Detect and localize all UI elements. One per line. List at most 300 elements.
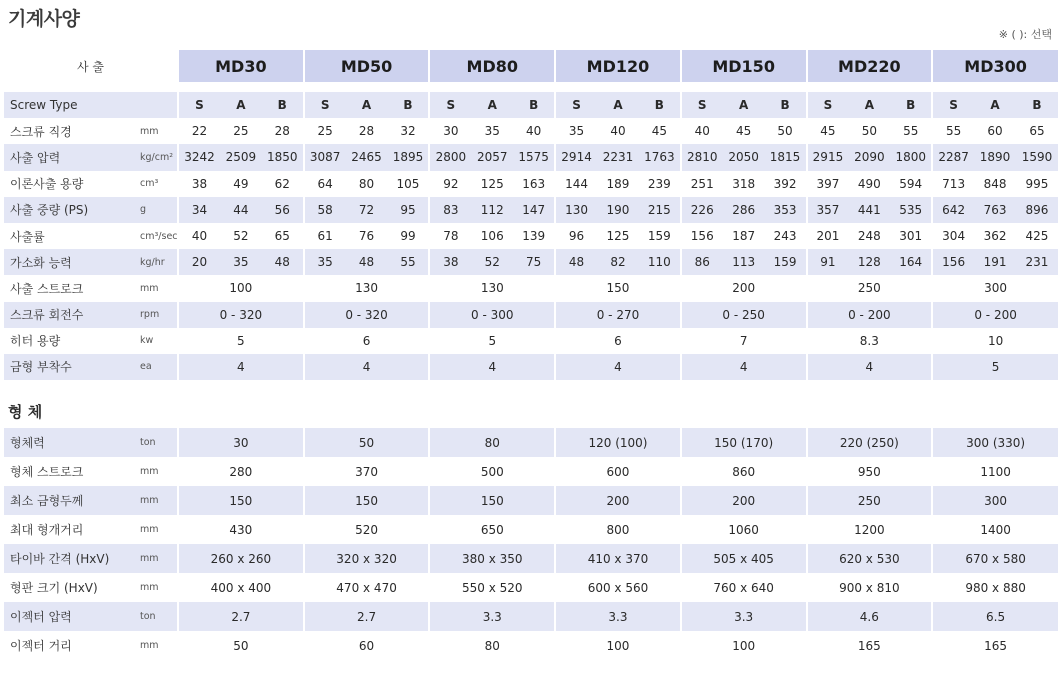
spec-value: 243 <box>765 223 807 249</box>
spec-value: 201 <box>807 223 849 249</box>
spec-value: 500 <box>429 457 555 486</box>
spec-value: S <box>304 92 346 118</box>
spec-value: A <box>848 92 890 118</box>
spec-value: 286 <box>723 197 765 223</box>
spec-value: 650 <box>429 515 555 544</box>
spec-value: 125 <box>471 171 513 197</box>
spec-value: 96 <box>555 223 597 249</box>
spec-value: 45 <box>639 118 681 144</box>
spec-value: 470 x 470 <box>304 573 430 602</box>
spec-value: 896 <box>1016 197 1058 223</box>
spec-row <box>4 197 1058 223</box>
spec-value: S <box>429 92 471 118</box>
row-unit <box>136 92 178 118</box>
spec-value: 430 <box>178 515 304 544</box>
spec-value: 620 x 530 <box>807 544 933 573</box>
spec-value: 3.3 <box>681 602 807 631</box>
spec-value: 72 <box>346 197 388 223</box>
spec-value: 6.5 <box>932 602 1058 631</box>
spec-value: 38 <box>429 249 471 275</box>
spec-value: 35 <box>555 118 597 144</box>
spec-value: 2509 <box>220 144 262 170</box>
spec-value: 48 <box>262 249 304 275</box>
spec-value: S <box>681 92 723 118</box>
spec-value: 30 <box>429 118 471 144</box>
spec-value: 320 x 320 <box>304 544 430 573</box>
spec-value: 1060 <box>681 515 807 544</box>
row-label: 이론사출 용량 <box>4 171 136 197</box>
spec-value: A <box>220 92 262 118</box>
spec-value: S <box>807 92 849 118</box>
spec-value: S <box>178 92 220 118</box>
spec-value: 100 <box>178 275 304 301</box>
spec-value: 0 - 320 <box>178 302 304 328</box>
spec-value: 86 <box>681 249 723 275</box>
spec-value: 82 <box>597 249 639 275</box>
spec-value: 2090 <box>848 144 890 170</box>
spec-value: 995 <box>1016 171 1058 197</box>
spec-value: 1763 <box>639 144 681 170</box>
row-unit: ton <box>136 428 178 457</box>
spec-value: 165 <box>807 631 933 660</box>
spec-value: 28 <box>346 118 388 144</box>
spec-value: 800 <box>555 515 681 544</box>
spec-value: 231 <box>1016 249 1058 275</box>
spec-value: 40 <box>178 223 220 249</box>
spec-value: B <box>388 92 430 118</box>
spec-value: 4.6 <box>807 602 933 631</box>
section-label-clamping: 형 체 <box>8 403 43 422</box>
spec-value: 550 x 520 <box>429 573 555 602</box>
model-header-md300: MD300 <box>932 50 1058 82</box>
row-unit: kg/hr <box>136 249 178 275</box>
spec-value: 125 <box>597 223 639 249</box>
spec-value: 187 <box>723 223 765 249</box>
spec-value: 713 <box>932 171 974 197</box>
row-label: 스크류 직경 <box>4 118 136 144</box>
spec-value: 397 <box>807 171 849 197</box>
spec-row <box>4 354 1058 380</box>
spec-value: 0 - 200 <box>807 302 933 328</box>
spec-value: 535 <box>890 197 932 223</box>
spec-value: 64 <box>304 171 346 197</box>
spec-value: 505 x 405 <box>681 544 807 573</box>
legend-note: ※ ( ): 선택 <box>998 28 1052 41</box>
spec-value: 2.7 <box>178 602 304 631</box>
row-label: 최소 금형두께 <box>4 486 136 515</box>
spec-value: 2810 <box>681 144 723 170</box>
spec-value: 900 x 810 <box>807 573 933 602</box>
spec-value: 50 <box>304 428 430 457</box>
spec-value: 1400 <box>932 515 1058 544</box>
spec-value: 380 x 350 <box>429 544 555 573</box>
spec-value: 0 - 200 <box>932 302 1058 328</box>
spec-value: 60 <box>974 118 1016 144</box>
spec-value: 670 x 580 <box>932 544 1058 573</box>
spec-value: 1850 <box>262 144 304 170</box>
spec-value: 600 <box>555 457 681 486</box>
spec-value: 200 <box>681 486 807 515</box>
spec-row <box>4 602 1058 631</box>
spec-value: 7 <box>681 328 807 354</box>
spec-row <box>4 544 1058 573</box>
section-row-clamping <box>4 380 1058 428</box>
spec-value: 60 <box>304 631 430 660</box>
spec-value: 25 <box>220 118 262 144</box>
spec-value: 150 <box>304 486 430 515</box>
spec-value: 32 <box>388 118 430 144</box>
spec-value: 110 <box>639 249 681 275</box>
spec-row <box>4 631 1058 660</box>
spec-value: 80 <box>429 631 555 660</box>
row-label: 스크류 회전수 <box>4 302 136 328</box>
model-header-md80: MD80 <box>429 50 555 82</box>
spec-value: 2465 <box>346 144 388 170</box>
spec-value: B <box>639 92 681 118</box>
spec-value: 159 <box>765 249 807 275</box>
spec-value: 220 (250) <box>807 428 933 457</box>
spec-value: 65 <box>1016 118 1058 144</box>
spec-value: 164 <box>890 249 932 275</box>
section-label-injection: 사 출 <box>77 59 104 74</box>
spec-value: 251 <box>681 171 723 197</box>
spec-value: 2915 <box>807 144 849 170</box>
spec-value: 105 <box>388 171 430 197</box>
model-header-row <box>4 50 1058 82</box>
spec-value: 189 <box>597 171 639 197</box>
spec-value: 4 <box>807 354 933 380</box>
spec-value: B <box>513 92 555 118</box>
spec-value: 165 <box>932 631 1058 660</box>
row-label: 가소화 능력 <box>4 249 136 275</box>
spec-value: 5 <box>932 354 1058 380</box>
spec-value: 2057 <box>471 144 513 170</box>
spec-value: 95 <box>388 197 430 223</box>
spec-value: B <box>262 92 304 118</box>
spacer <box>4 82 1058 92</box>
spec-value: 128 <box>848 249 890 275</box>
spec-value: 318 <box>723 171 765 197</box>
spec-value: 400 x 400 <box>178 573 304 602</box>
spec-value: 28 <box>262 118 304 144</box>
spec-value: 147 <box>513 197 555 223</box>
row-label: 이젝터 거리 <box>4 631 136 660</box>
spec-value: 150 <box>178 486 304 515</box>
spec-value: 300 (330) <box>932 428 1058 457</box>
spec-row <box>4 118 1058 144</box>
spec-row <box>4 92 1058 118</box>
spec-value: 1590 <box>1016 144 1058 170</box>
spec-value: 239 <box>639 171 681 197</box>
spec-value: 163 <box>513 171 555 197</box>
spec-value: 6 <box>555 328 681 354</box>
spec-value: 642 <box>932 197 974 223</box>
spec-value: B <box>890 92 932 118</box>
row-unit: mm <box>136 544 178 573</box>
spec-value: 4 <box>555 354 681 380</box>
row-label: 형체력 <box>4 428 136 457</box>
spec-value: 91 <box>807 249 849 275</box>
spec-row <box>4 573 1058 602</box>
spec-value: 30 <box>178 428 304 457</box>
spec-value: 2914 <box>555 144 597 170</box>
spec-value: 38 <box>178 171 220 197</box>
row-label: 히터 용량 <box>4 328 136 354</box>
row-label: 사출 압력 <box>4 144 136 170</box>
spec-value: 22 <box>178 118 220 144</box>
spec-value: 144 <box>555 171 597 197</box>
row-unit: mm <box>136 275 178 301</box>
spec-value: A <box>346 92 388 118</box>
spec-value: S <box>932 92 974 118</box>
spec-value: 200 <box>555 486 681 515</box>
spec-value: 3.3 <box>555 602 681 631</box>
spec-value: 200 <box>681 275 807 301</box>
spec-value: 280 <box>178 457 304 486</box>
spec-value: 392 <box>765 171 807 197</box>
row-unit: cm³ <box>136 171 178 197</box>
spec-value: 1815 <box>765 144 807 170</box>
spec-value: 34 <box>178 197 220 223</box>
spec-value: 76 <box>346 223 388 249</box>
spec-value: 45 <box>723 118 765 144</box>
spec-value: 226 <box>681 197 723 223</box>
spec-table <box>4 50 1058 660</box>
spec-value: 8.3 <box>807 328 933 354</box>
spec-value: 45 <box>807 118 849 144</box>
spec-value: 48 <box>346 249 388 275</box>
spec-value: 78 <box>429 223 471 249</box>
spec-value: 860 <box>681 457 807 486</box>
row-unit: rpm <box>136 302 178 328</box>
spec-value: 61 <box>304 223 346 249</box>
spec-row <box>4 249 1058 275</box>
spec-value: 120 (100) <box>555 428 681 457</box>
spec-value: 100 <box>681 631 807 660</box>
spec-row <box>4 457 1058 486</box>
spec-value: 520 <box>304 515 430 544</box>
spec-value: 55 <box>932 118 974 144</box>
spec-value: 370 <box>304 457 430 486</box>
spec-value: 50 <box>848 118 890 144</box>
spec-value: 760 x 640 <box>681 573 807 602</box>
spec-value: 250 <box>807 486 933 515</box>
spec-row <box>4 144 1058 170</box>
spec-value: 3242 <box>178 144 220 170</box>
spec-value: 92 <box>429 171 471 197</box>
spec-value: 2.7 <box>304 602 430 631</box>
spec-value: 113 <box>723 249 765 275</box>
spec-value: 848 <box>974 171 1016 197</box>
spec-value: 112 <box>471 197 513 223</box>
spec-value: 159 <box>639 223 681 249</box>
model-header-md120: MD120 <box>555 50 681 82</box>
spec-value: 80 <box>346 171 388 197</box>
spec-value: 410 x 370 <box>555 544 681 573</box>
spec-value: 1890 <box>974 144 1016 170</box>
spec-value: 2050 <box>723 144 765 170</box>
spec-value: 49 <box>220 171 262 197</box>
row-unit: ton <box>136 602 178 631</box>
row-label: 형체 스트로크 <box>4 457 136 486</box>
spec-value: S <box>555 92 597 118</box>
spec-row <box>4 302 1058 328</box>
row-unit: kg/cm² <box>136 144 178 170</box>
row-unit: g <box>136 197 178 223</box>
spec-value: 44 <box>220 197 262 223</box>
spec-value: 1800 <box>890 144 932 170</box>
spec-value: 83 <box>429 197 471 223</box>
spec-value: 250 <box>807 275 933 301</box>
spec-value: 10 <box>932 328 1058 354</box>
spec-value: 40 <box>597 118 639 144</box>
spec-value: 4 <box>304 354 430 380</box>
spec-value: 150 <box>429 486 555 515</box>
spec-value: 20 <box>178 249 220 275</box>
spec-value: 5 <box>178 328 304 354</box>
spec-value: 150 (170) <box>681 428 807 457</box>
row-unit: mm <box>136 515 178 544</box>
spec-value: 130 <box>304 275 430 301</box>
row-label: 금형 부착수 <box>4 354 136 380</box>
spec-value: 6 <box>304 328 430 354</box>
row-label: 사출 스트로크 <box>4 275 136 301</box>
spec-value: 301 <box>890 223 932 249</box>
spec-value: 56 <box>262 197 304 223</box>
spec-value: A <box>597 92 639 118</box>
spec-value: 191 <box>974 249 1016 275</box>
spec-value: 5 <box>429 328 555 354</box>
spec-value: 25 <box>304 118 346 144</box>
spec-value: A <box>723 92 765 118</box>
spec-value: 2800 <box>429 144 471 170</box>
spec-value: 75 <box>513 249 555 275</box>
row-unit: cm³/sec <box>136 223 178 249</box>
row-unit: mm <box>136 118 178 144</box>
spec-value: A <box>974 92 1016 118</box>
row-label: 형판 크기 (HxV) <box>4 573 136 602</box>
spec-value: 35 <box>220 249 262 275</box>
spec-value: 65 <box>262 223 304 249</box>
spec-value: 106 <box>471 223 513 249</box>
spec-value: 353 <box>765 197 807 223</box>
spec-value: 58 <box>304 197 346 223</box>
spec-value: 1200 <box>807 515 933 544</box>
spec-value: B <box>765 92 807 118</box>
spec-value: 300 <box>932 486 1058 515</box>
spec-value: 600 x 560 <box>555 573 681 602</box>
spec-value: 248 <box>848 223 890 249</box>
spec-value: 1100 <box>932 457 1058 486</box>
spec-row <box>4 275 1058 301</box>
row-label: 최대 형개거리 <box>4 515 136 544</box>
spec-value: 55 <box>890 118 932 144</box>
spec-value: 156 <box>681 223 723 249</box>
spec-value: 80 <box>429 428 555 457</box>
row-label: 사출 중량 (PS) <box>4 197 136 223</box>
spec-value: 763 <box>974 197 1016 223</box>
spec-value: 300 <box>932 275 1058 301</box>
spec-value: 215 <box>639 197 681 223</box>
spec-value: 980 x 880 <box>932 573 1058 602</box>
spec-value: 99 <box>388 223 430 249</box>
spec-value: 190 <box>597 197 639 223</box>
spec-value: 362 <box>974 223 1016 249</box>
row-label: 사출률 <box>4 223 136 249</box>
spec-value: B <box>1016 92 1058 118</box>
spec-value: 62 <box>262 171 304 197</box>
model-header-md30: MD30 <box>178 50 304 82</box>
spec-value: 50 <box>178 631 304 660</box>
spec-value: 0 - 270 <box>555 302 681 328</box>
spec-value: 950 <box>807 457 933 486</box>
spec-value: 260 x 260 <box>178 544 304 573</box>
spec-value: 4 <box>429 354 555 380</box>
spec-value: 304 <box>932 223 974 249</box>
spec-value: 0 - 300 <box>429 302 555 328</box>
spec-value: 3087 <box>304 144 346 170</box>
spec-value: 594 <box>890 171 932 197</box>
spec-value: 48 <box>555 249 597 275</box>
model-header-md220: MD220 <box>807 50 933 82</box>
spec-value: 52 <box>471 249 513 275</box>
spec-value: 130 <box>429 275 555 301</box>
spec-value: 55 <box>388 249 430 275</box>
spec-value: 150 <box>555 275 681 301</box>
spec-value: 3.3 <box>429 602 555 631</box>
spec-value: 4 <box>681 354 807 380</box>
spec-value: 40 <box>681 118 723 144</box>
spec-value: 1575 <box>513 144 555 170</box>
spec-value: 139 <box>513 223 555 249</box>
spec-row <box>4 428 1058 457</box>
row-unit: mm <box>136 631 178 660</box>
spec-row <box>4 515 1058 544</box>
spec-value: 35 <box>304 249 346 275</box>
spec-value: 357 <box>807 197 849 223</box>
row-unit: ea <box>136 354 178 380</box>
spec-value: 130 <box>555 197 597 223</box>
spec-row <box>4 486 1058 515</box>
model-header-md150: MD150 <box>681 50 807 82</box>
spec-value: 40 <box>513 118 555 144</box>
spec-value: 4 <box>178 354 304 380</box>
row-unit: kw <box>136 328 178 354</box>
spec-row <box>4 171 1058 197</box>
row-unit: mm <box>136 457 178 486</box>
row-label: 이젝터 압력 <box>4 602 136 631</box>
spec-value: 35 <box>471 118 513 144</box>
spec-value: 100 <box>555 631 681 660</box>
spec-value: 0 - 320 <box>304 302 430 328</box>
spec-value: 441 <box>848 197 890 223</box>
spec-value: 0 - 250 <box>681 302 807 328</box>
spec-row <box>4 223 1058 249</box>
spec-value: 490 <box>848 171 890 197</box>
spec-value: 425 <box>1016 223 1058 249</box>
spec-value: 1895 <box>388 144 430 170</box>
spec-value: 2231 <box>597 144 639 170</box>
row-label: 타이바 간격 (HxV) <box>4 544 136 573</box>
row-label: Screw Type <box>4 92 136 118</box>
spec-value: 156 <box>932 249 974 275</box>
row-unit: mm <box>136 573 178 602</box>
spec-row <box>4 328 1058 354</box>
row-unit: mm <box>136 486 178 515</box>
spec-value: 50 <box>765 118 807 144</box>
page-title: 기계사양 <box>8 8 80 30</box>
spec-value: A <box>471 92 513 118</box>
